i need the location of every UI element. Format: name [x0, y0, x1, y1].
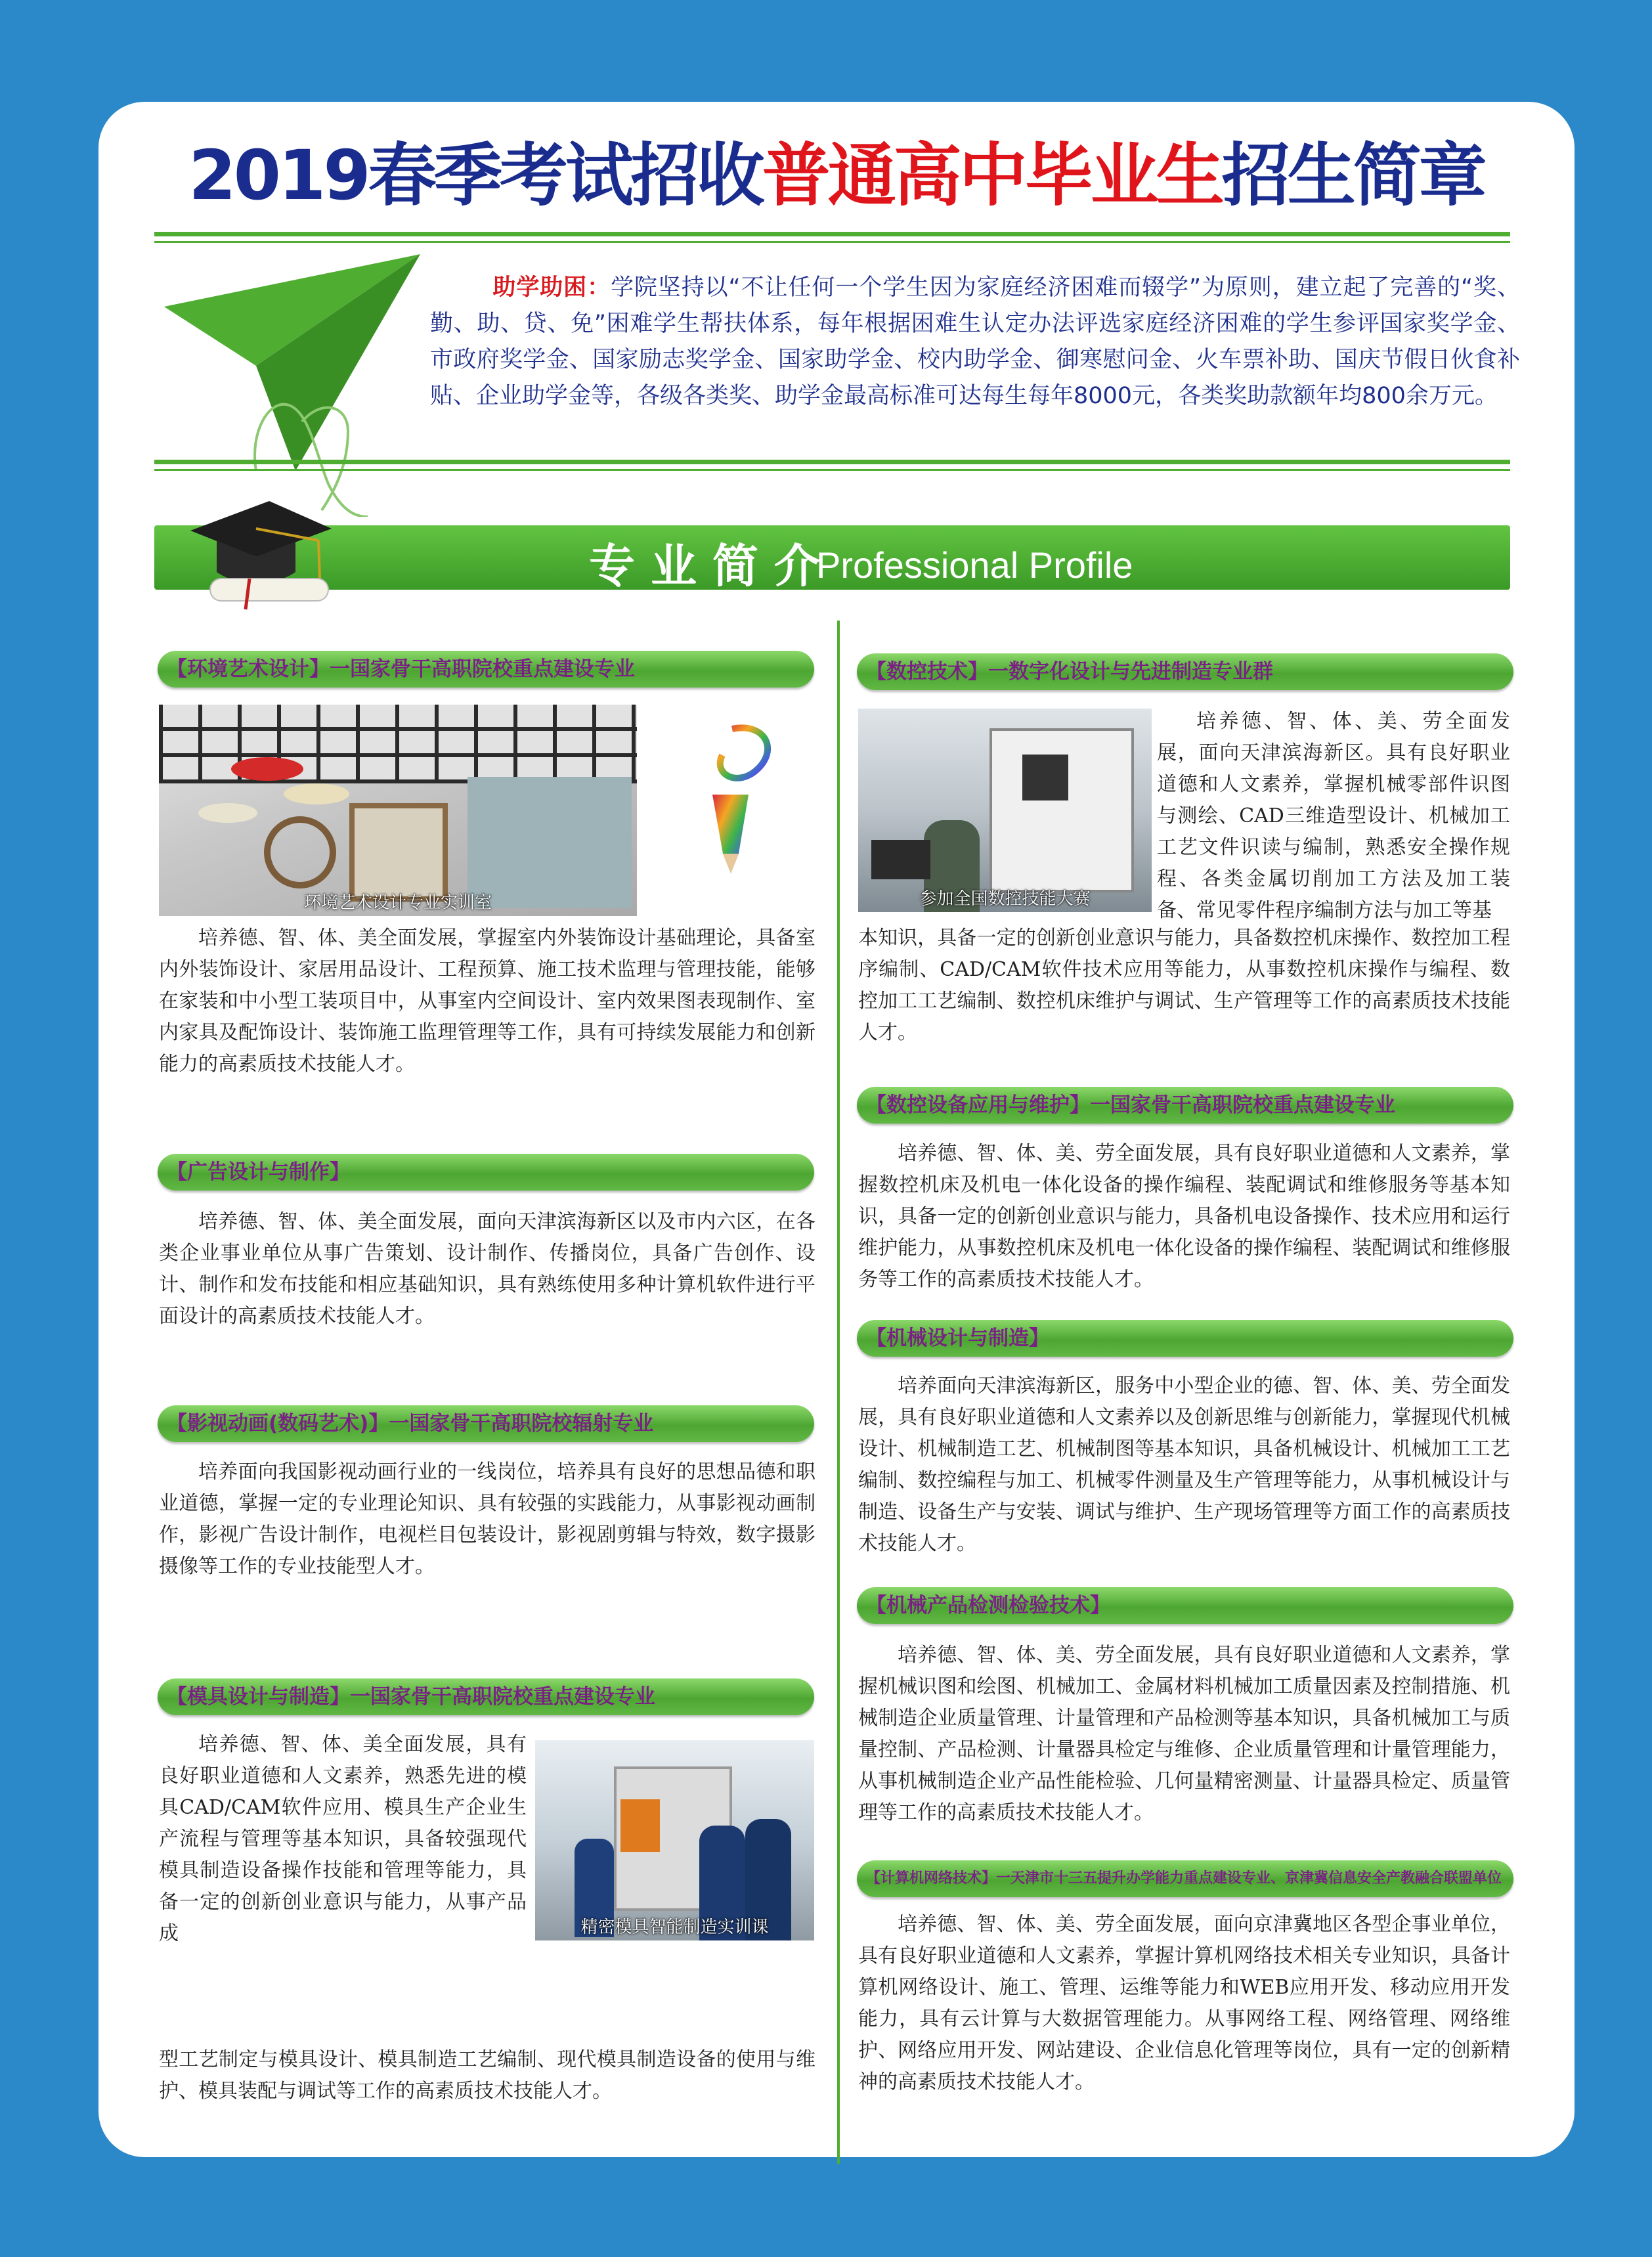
mold-training-photo-caption: 精密模具智能制造实训课 [580, 1917, 769, 1937]
brochure-page [98, 102, 1575, 2157]
section-title-cnc-technology: 【数控技术】一数字化设计与先进制造专业群 [857, 653, 1513, 690]
section-title-product-inspection: 【机械产品检测检验技术】 [857, 1587, 1513, 1624]
product-inspection-description: 培养德、智、体、美、劳全面发展，具有良好职业道德和人文素养，掌握机械识图和绘图、机械加工、金属材料机械加工质量因素及控制措施、机械制造企业质量管理、计量管理和产品检测等基本知识，具备机械加工与质量控制、产品检测、计量器具检定与维修、企业质量管理和计量管理能力，从事机械制造企业产品性能检验、几何量精密测量、计量器具检定、质量管理等工作的高素质技术技能人才。 [858, 1644, 1510, 1824]
paper-plane-icon [158, 254, 433, 517]
mold-training-photo [535, 1740, 814, 1940]
cnc-technology-description-wrap: 培养德、智、体、美、劳全面发展，面向天津滨海新区。具有良好职业道德和人文素养，掌握机械零部件识图与测绘、CAD三维造型设计、机械加工工艺文件识读与编制，熟悉安全操作规程、各类金属切削加工方法及加工装备、常见零件程序编制方法与加工等基 [1157, 710, 1510, 922]
environmental-art-photo [159, 705, 637, 916]
mechanical-design-description: 培养面向天津滨海新区，服务中小型企业的德、智、体、美、劳全面发展，具有良好职业道德和人文素养以及创新思维与创新能力，掌握现代机械设计、机械制造工艺、机械制图等基本知识，具备机械设计、机械加工工艺编制、数控编程与加工、机械零件测量及生产管理等能力，从事机械设计与制造、设备生产与安装、调试与维护、生产现场管理等方面工作的高素质技术技能人才。 [858, 1374, 1510, 1555]
section-title-computer-network: 【计算机网络技术】一天津市十三五提升办学能力重点建设专业、京津冀信息安全产教融合联盟单位 [857, 1860, 1513, 1897]
advertising-description: 培养德、智、体、美全面发展，面向天津滨海新区以及市内六区，在各类企业事业单位从事广告策划、设计制作、传播岗位，具备广告创作、设计、制作和发布技能和相应基础知识，具有熟练使用多种计算机软件进行平面设计的高素质技术技能人才。 [159, 1210, 815, 1328]
computer-network-description: 培养德、智、体、美、劳全面发展，面向京津冀地区各型企事业单位，具有良好职业道德和人文素养，掌握计算机网络技术相关专业知识，具备计算机网络设计、施工、管理、运维等能力和WEB应用开发、移动应用开发能力，具有云计算与大数据管理能力。从事网络工程、网络管理、网络维护、网络应用开发、网站建设、企业信息化管理等岗位，具有一定的创新精神的高素质技术技能人才。 [858, 1913, 1510, 2093]
cnc-contest-photo [858, 709, 1152, 912]
section-title-mechanical-design: 【机械设计与制造】 [857, 1320, 1513, 1357]
mold-design-description-wrap: 培养德、智、体、美全面发展，具有良好职业道德和人文素养，熟悉先进的模具CAD/CAM软件应用、模具生产企业生产流程与管理等基本知识，具备较强现代模具制造设备操作技能和管理等能力，具备一定的创新创业意识与能力，从事产品成 [159, 1733, 527, 1945]
divider-mid-thick [154, 460, 1510, 464]
financial-aid-text: 学院坚持以“不让任何一个学生因为家庭经济困难而辍学”为原则，建立起了完善的“奖、勤、助、贷、免”困难学生帮扶体系，每年根据困难生认定办法评选家庭经济困难的学生参评国家奖学金、市政府奖学金、国家励志奖学金、国家助学金、校内助学金、御寒慰问金、火车票补助、国庆节假日伙食补贴、企业助学金等，各级各类奖、助学金最高标准可达每生每年8000元，各类奖助款额年均800余万元。 [430, 274, 1520, 409]
section-title-advertising: 【广告设计与制作】 [158, 1154, 814, 1191]
section-title-cnc-equipment: 【数控设备应用与维护】一国家骨干高职院校重点建设专业 [857, 1087, 1513, 1124]
title-part1: 2019春季考试招收 [188, 135, 762, 215]
section-title-mold-design: 【模具设计与制造】一国家骨干高职院校重点建设专业 [158, 1678, 814, 1715]
colored-pencil-icon [686, 716, 785, 880]
profile-header-cn: 专业简介 [589, 539, 836, 593]
cnc-technology-description-full: 本知识，具备一定的创新创业意识与能力，具备数控机床操作、数控加工程序编制、CAD/CAM软件技术应用等能力，从事数控机床操作与编程、数控加工工艺编制、数控机床维护与调试、生产管理等工作的高素质技术技能人才。 [858, 927, 1510, 1044]
animation-description: 培养面向我国影视动画行业的一线岗位，培养具有良好的思想品德和职业道德，掌握一定的专业理论知识、具有较强的实践能力，从事影视动画制作，影视广告设计制作，电视栏目包装设计，影视剧剪辑与特效，数字摄影摄像等工作的专业技能型人才。 [159, 1460, 815, 1578]
section-title-environmental-art: 【环境艺术设计】一国家骨干高职院校重点建设专业 [158, 651, 814, 688]
profile-header-bar [154, 525, 1510, 593]
page-title [98, 120, 1575, 219]
financial-aid-paragraph [430, 270, 1520, 414]
cnc-equipment-description: 培养德、智、体、美、劳全面发展，具有良好职业道德和人文素养，掌握数控机床及机电一体化设备的操作编程、装配调试和维修服务等基本知识，具备一定的创新创业意识与能力，具备机电设备操作、技术应用和运行维护能力，从事数控机床及机电一体化设备的操作编程、装配调试和维修服务等工作的高素质技术技能人才。 [858, 1142, 1510, 1291]
title-part2: 招生简章 [1221, 135, 1485, 215]
financial-aid-label: 助学助困： [492, 274, 611, 301]
column-divider [837, 621, 840, 2164]
title-highlight: 普通高中毕业生 [762, 135, 1222, 215]
profile-header-en: Professional Profile [816, 544, 1133, 586]
graduation-cap-icon [190, 494, 335, 613]
divider-top-thick [154, 232, 1510, 236]
environmental-art-description: 培养德、智、体、美全面发展，掌握室内外装饰设计基础理论，具备室内外装饰设计、家居用品设计、工程预算、施工技术监理与管理技能，能够在家装和中小型工装项目中，从事室内空间设计、室内效果图表现制作、室内家具及配饰设计、装饰施工监理管理等工作，具有可持续发展能力和创新能力的高素质技术技能人才。 [159, 927, 815, 1076]
divider-mid-thin [154, 469, 1510, 471]
divider-top-thin [154, 241, 1510, 243]
mold-design-description-full: 型工艺制定与模具设计、模具制造工艺编制、现代模具制造设备的使用与维护、模具装配与调试等工作的高素质技术技能人才。 [159, 2048, 815, 2103]
cnc-contest-photo-caption: 参加全国数控技能大赛 [919, 889, 1091, 909]
environmental-art-photo-caption: 环境艺术设计专业实训室 [303, 893, 492, 913]
section-title-animation: 【影视动画(数码艺术)】一国家骨干高职院校辐射专业 [158, 1405, 814, 1442]
